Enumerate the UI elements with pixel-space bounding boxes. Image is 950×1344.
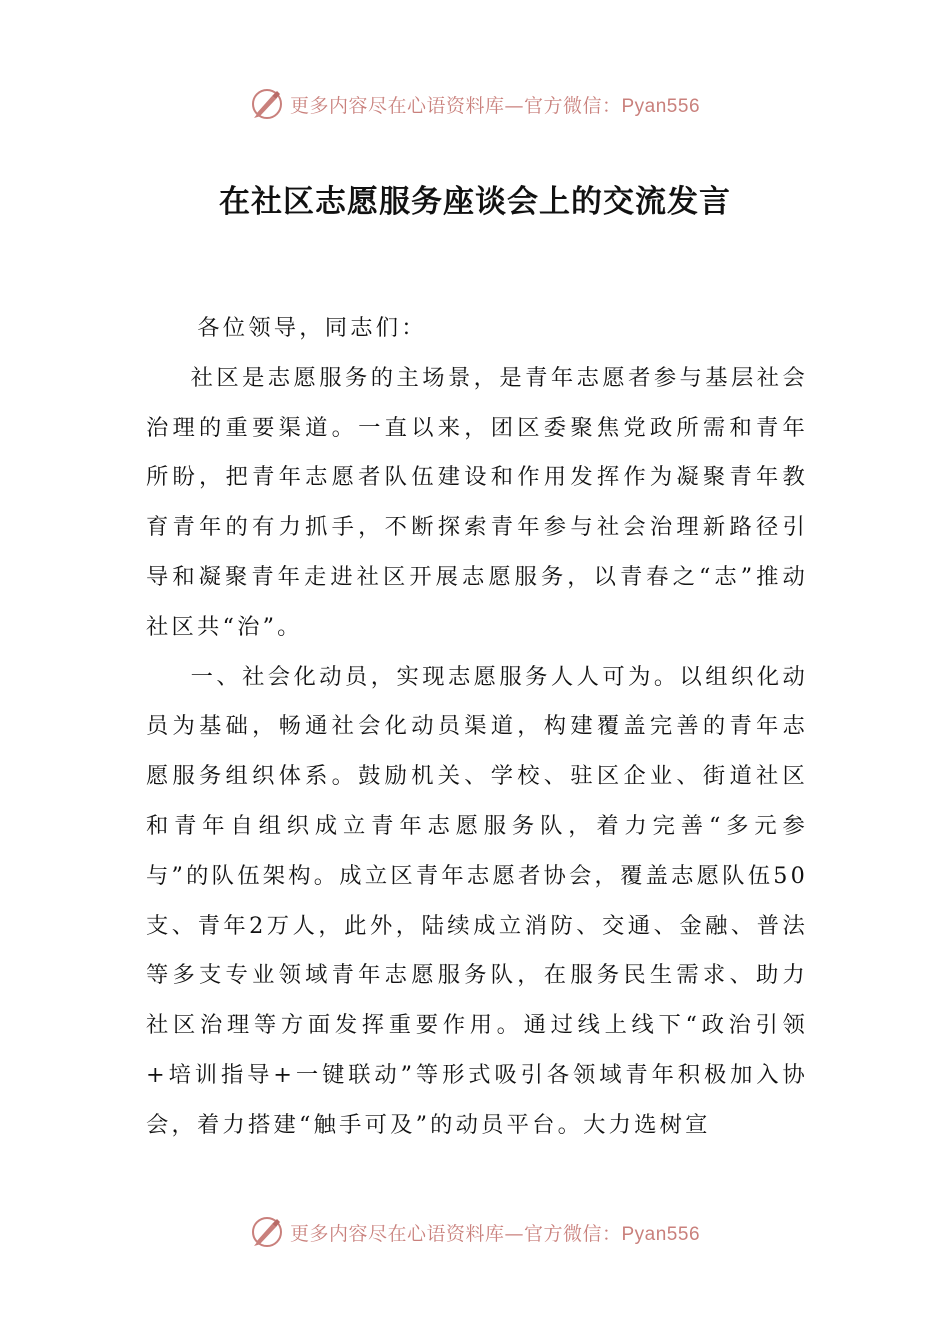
document-title: 在社区志愿服务座谈会上的交流发言: [219, 184, 731, 220]
paragraph-intro: 社区是志愿服务的主场景，是青年志愿者参与基层社会治理的重要渠道。一直以来，团区委聚焦党政所需和青年所盼，把青年志愿者队伍建设和作用发挥作为凝聚青年教育青年的有力抓手，不断探索青年参与社会治理新路径引导和凝聚青年走进社区开展志愿服务，以青春之“志”推动社区共“治”。: [146, 364, 808, 640]
watermark-text: 更多内容尽在心语资料库—官方微信：Pyan556: [289, 1222, 701, 1245]
watermark-footer: [0, 1212, 950, 1252]
greeting: 各位领导，同志们：: [197, 315, 427, 341]
document-body: [146, 304, 808, 1151]
watermark-text: 更多内容尽在心语资料库—官方微信：Pyan556: [289, 94, 701, 117]
paragraph-section-one: 一、社会化动员，实现志愿服务人人可为。以组织化动员为基础，畅通社会化动员渠道，构建覆盖完善的青年志愿服务组织体系。鼓励机关、学校、驻区企业、街道社区和青年自组织成立青年志愿服务队，着力完善“多元参与”的队伍架构。成立区青年志愿者协会，覆盖志愿队伍50支、青年2万人，此外，陆续成立消防、交通、金融、普法等多支专业领域青年志愿服务队，在服务民生需求、助力社区治理等方面发挥重要作用。通过线上线下“政治引领+培训指导+一键联动”等形式吸引各领域青年积极加入协会，着力搭建“触手可及”的动员平台。大力选树宣: [146, 663, 808, 1138]
watermark-header: [0, 84, 950, 124]
pen-logo-icon: [250, 1215, 284, 1249]
pen-logo-icon: [250, 87, 284, 121]
